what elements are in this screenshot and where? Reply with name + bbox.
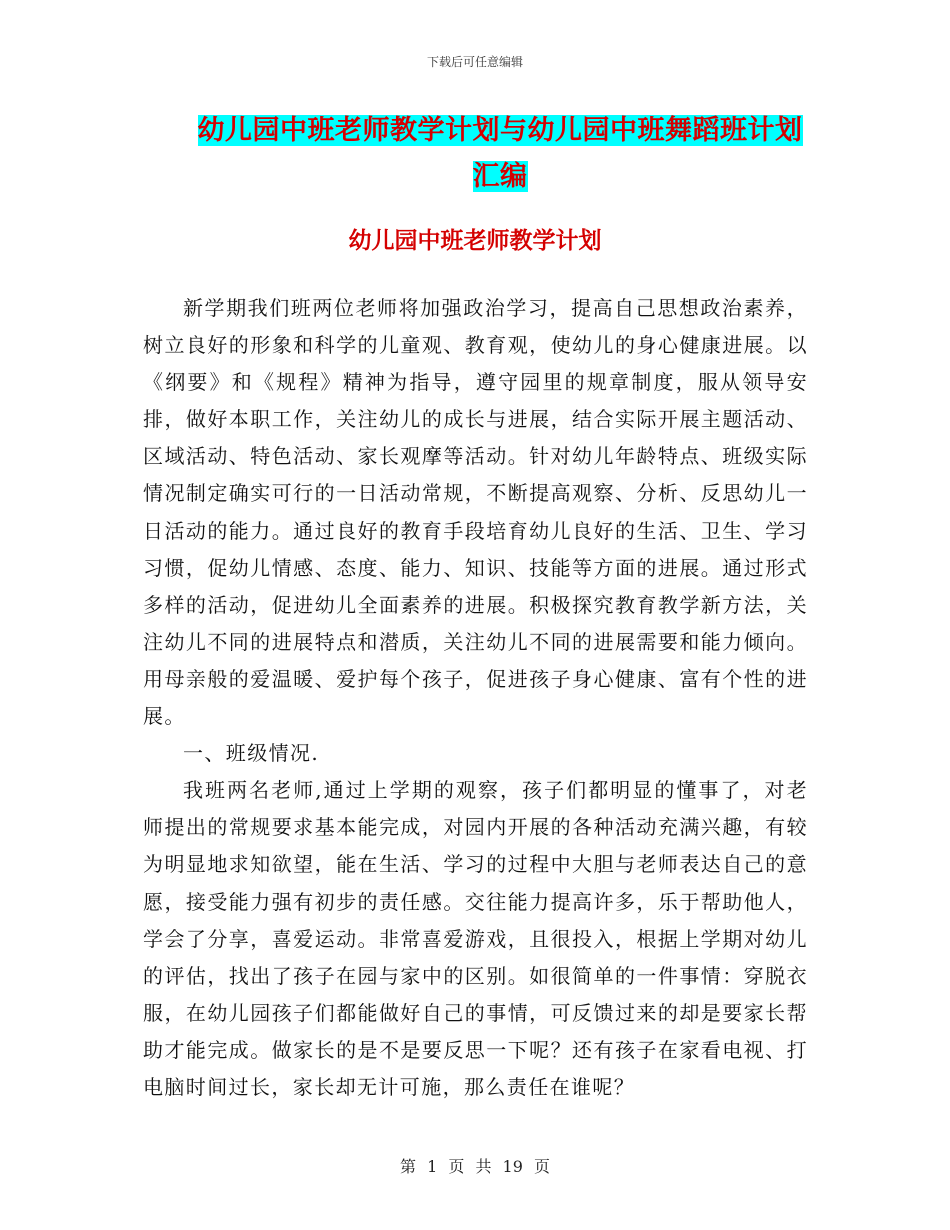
header-note: 下载后可任意编辑	[426, 55, 523, 69]
paragraph: 新学期我们班两位老师将加强政治学习，提高自己思想政治素养，树立良好的形象和科学的儿童观、教育观，使幼儿的身心健康进展。以《纲要》和《规程》精神为指导，遵守园里的规章制度，服从领导安排，做好本职工作，关注幼儿的成长与进展，结合实际开展主题活动、区域活动、特色活动、家长观摩等活动。针对幼儿年龄特点、班级实际情况制定确实可行的一日活动常规，不断提高观察、分析、反思幼儿一日活动的能力。通过良好的教育手段培育幼儿良好的生活、卫生、学习习惯，促幼儿情感、态度、能力、知识、技能等方面的进展。通过形式多样的活动，促进幼儿全面素养的进展。积极探究教育教学新方法，关注幼儿不同的进展特点和潜质，关注幼儿不同的进展需要和能力倾向。用母亲般的爱温暖、爱护每个孩子，促进孩子身心健康、富有个性的进展。	[143, 296, 808, 729]
document-title-text: 幼儿园中班老师教学计划与幼儿园中班舞蹈班计划汇编	[197, 115, 803, 192]
page-footer: 第 1 页 共 19 页	[400, 1157, 550, 1176]
section-title: 幼儿园中班老师教学计划	[348, 228, 602, 254]
document-title	[190, 108, 810, 200]
paragraph: 一、班级情况.	[183, 741, 320, 766]
document-body	[143, 290, 808, 1106]
paragraph: 我班两名老师,通过上学期的观察，孩子们都明显的懂事了，对老师提出的常规要求基本能完成，对园内开展的各种活动充满兴趣，有较为明显地求知欲望，能在生活、学习的过程中大胆与老师表达自己的意愿，接受能力强有初步的责任感。交往能力提高许多，乐于帮助他人，学会了分享，喜爱运动。非常喜爱游戏，且很投入，根据上学期对幼儿的评估，找出了孩子在园与家中的区别。如很简单的一件事情：穿脱衣服，在幼儿园孩子们都能做好自己的事情，可反馈过来的却是要家长帮助才能完成。做家长的是不是要反思一下呢？还有孩子在家看电视、打电脑时间过长，家长却无计可施，那么责任在谁呢？	[143, 778, 808, 1099]
